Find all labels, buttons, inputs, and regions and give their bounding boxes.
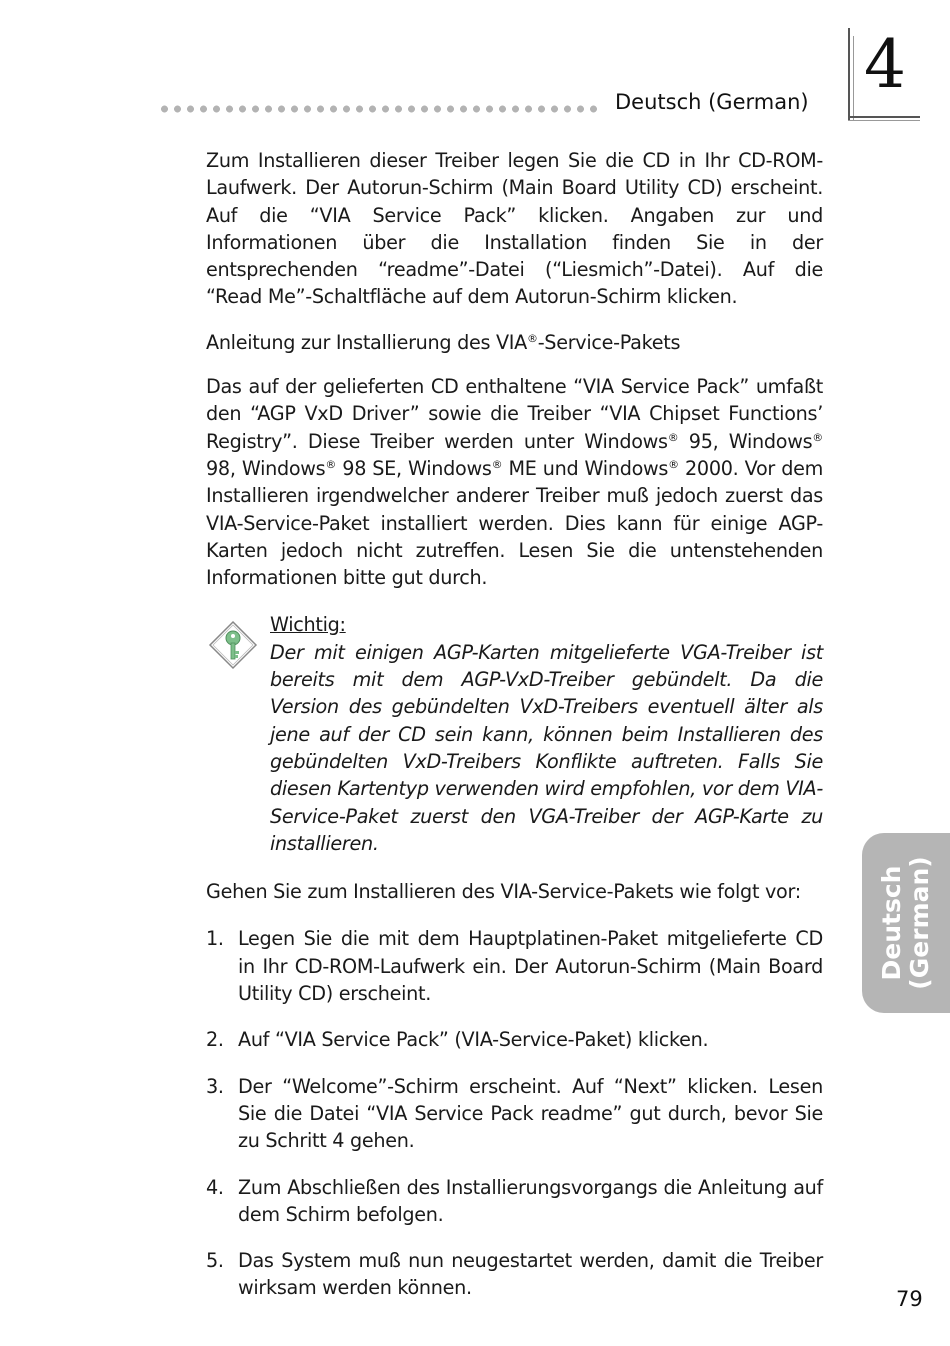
step-text: Auf “VIA Service Pack” (VIA-Service-Paket) klicken. — [238, 1028, 709, 1052]
service-pack-paragraph — [206, 373, 823, 591]
side-tab-line2: (German) — [905, 856, 934, 990]
note-text: Der mit einigen AGP-Karten mitgelieferte VGA-Treiber ist bereits mit dem AGP-VxD-Treiber gebündelt. Da die Version des gebündelten VxD-Treibers eventuell älter als jene auf der CD sein kann, können beim Installieren des gebündelten VxD-Treibers Konflikte auftreten. Falls Sie diesen Kartentyp verwenden wird empfohlen, vor dem VIA-Service-Paket zuerst den VGA-Treiber der AGP-Karte zu installieren. — [270, 640, 823, 855]
registered-mark: ® — [812, 430, 823, 444]
note-title: Wichtig: — [270, 613, 346, 637]
key-icon — [208, 620, 258, 670]
para2-text: 98, Windows — [206, 456, 326, 480]
step-number: 5. — [206, 1249, 224, 1273]
step-text: Das System muß nun neugestartet werden, damit die Treiber wirksam werden können. — [238, 1249, 823, 1300]
heading-registered-mark: ® — [526, 331, 538, 345]
install-steps-list — [206, 925, 823, 1301]
para2-text: Das auf der gelieferten CD enthaltene “VIA Service Pack” umfaßt den “AGP VxD Driver” sowie die Treiber “VIA Chipset Functions’ Registry”. Diese Treiber werden unter Windows — [206, 375, 823, 453]
step-number: 2. — [206, 1028, 224, 1052]
step-number: 4. — [206, 1175, 224, 1199]
header-dot-rule — [158, 104, 603, 114]
para2-text: ME und Windows — [502, 456, 669, 480]
registered-mark: ® — [667, 430, 679, 444]
step-number: 3. — [206, 1074, 224, 1098]
registered-mark: ® — [668, 457, 679, 471]
list-item — [206, 1174, 823, 1229]
step-text: Legen Sie die mit dem Hauptplatinen-Paket mitgelieferte CD in Ihr CD-ROM-Laufwerk ein. Der Autorun-Schirm (Main Board Utility CD) erscheint. — [238, 927, 823, 1006]
step-text: Der “Welcome”-Schirm erscheint. Auf “Next” klicken. Lesen Sie die Datei “VIA Service Pack readme” gut durch, bevor Sie zu Schritt 4 gehen. — [238, 1074, 823, 1153]
list-item — [206, 925, 823, 1007]
list-item — [206, 1073, 823, 1155]
para2-text: 98 SE, Windows — [336, 456, 492, 480]
intro-paragraph: Zum Installieren dieser Treiber legen Sie die CD in Ihr CD-ROM-Laufwerk. Der Autorun-Schirm (Main Board Utility CD) erscheint. Auf die “VIA Service Pack” klicken. Angaben zur und Informationen über die Installation finden Sie in der entsprechenden “readme”-Datei (“Liesmich”-Datei). Auf die “Read Me”-Schaltfläche auf dem Autorun-Schirm klicken. — [206, 149, 823, 309]
registered-mark: ® — [491, 457, 503, 471]
registered-mark: ® — [325, 457, 337, 471]
para2-text: 95, Windows — [678, 429, 813, 453]
side-language-tab — [862, 833, 950, 1013]
page-number: 79 — [896, 1287, 923, 1311]
important-note — [206, 611, 823, 857]
step-number: 1. — [206, 927, 224, 951]
section-title: Deutsch (German) — [615, 90, 809, 114]
chapter-marker — [848, 28, 920, 120]
heading-text-1: Anleitung zur Installierung des VIA — [206, 330, 527, 354]
subsection-heading — [206, 329, 823, 356]
chapter-number: 4 — [864, 26, 906, 103]
step-text: Zum Abschließen des Installierungsvorgangs die Anleitung auf dem Schirm befolgen. — [238, 1175, 823, 1226]
list-item — [206, 1026, 823, 1053]
steps-intro: Gehen Sie zum Installieren des VIA-Service-Pakets wie folgt vor: — [206, 880, 801, 904]
para2-text: 2000. Vor dem Installieren irgendwelcher anderer Treiber muß jedoch zuerst das VIA-Service-Paket installiert werden. Dies kann für einige AGP-Karten jedoch nicht zutreffen. Lesen Sie die untenstehenden Informationen bitte gut durch. — [206, 456, 823, 590]
heading-text-2: -Service-Pakets — [537, 330, 681, 354]
side-tab-line1: Deutsch — [877, 865, 906, 981]
list-item — [206, 1247, 823, 1302]
page-content — [206, 147, 823, 1321]
